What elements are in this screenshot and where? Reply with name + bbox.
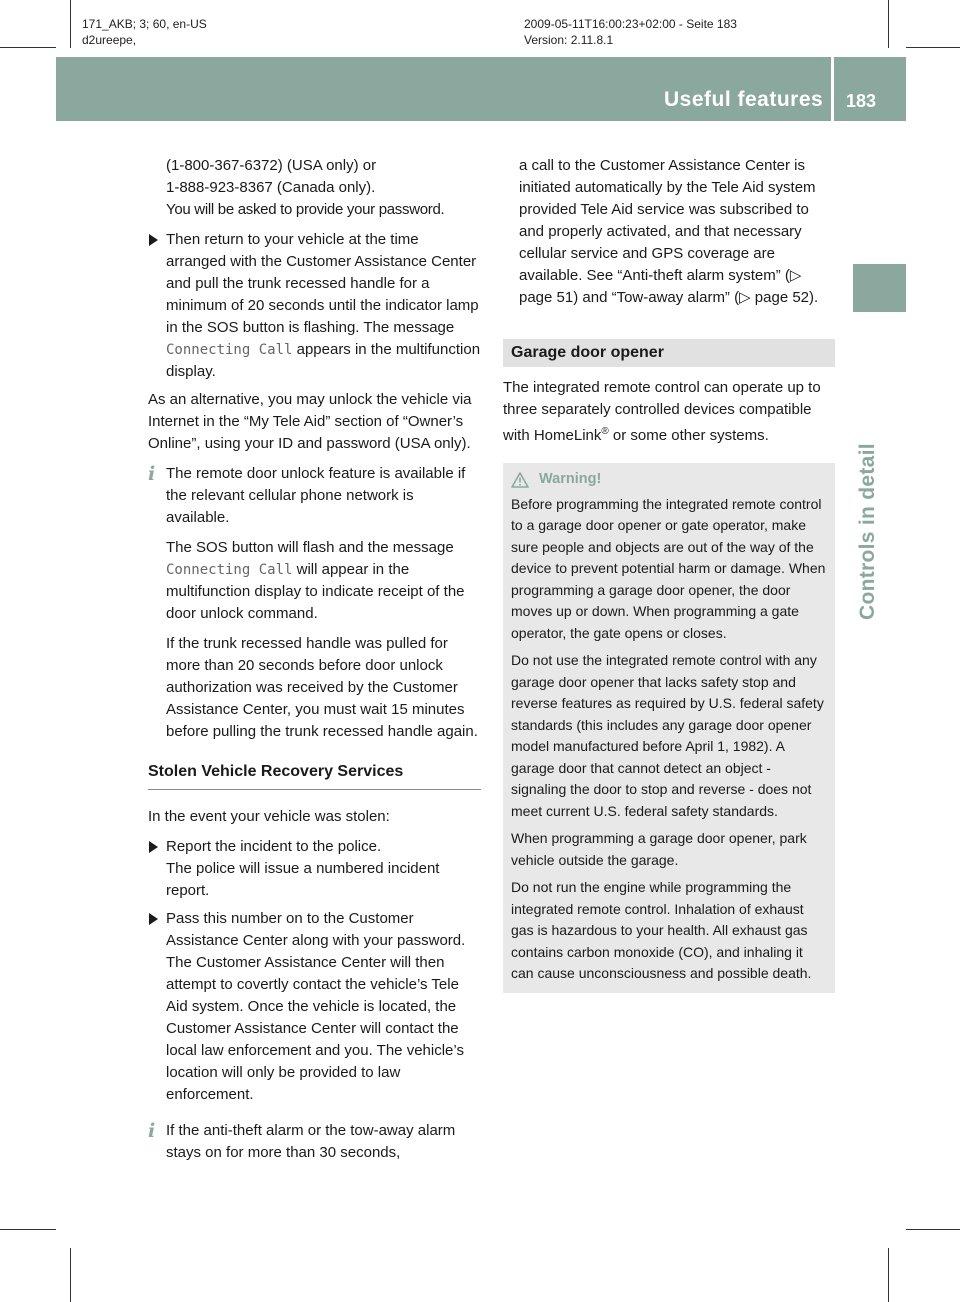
crop-mark (0, 47, 56, 48)
info-text: If the trunk recessed handle was pulled for more than 20 seconds before door unlock authorization was received by the Customer Assistance Center, you must wait 15 minutes before pulling the trunk recessed handle again. (166, 635, 478, 740)
header-divider (831, 57, 834, 121)
continued-paragraph (148, 155, 481, 221)
page-title: Useful features (664, 88, 824, 111)
print-metadata-left (82, 16, 207, 48)
intro-text: In the event your vehicle was stolen: (148, 808, 390, 825)
phone-usa: (1-800-367-6372) (USA only) or (166, 157, 377, 174)
step-result: The police will issue a numbered incident report. (166, 860, 440, 899)
crop-mark (0, 1229, 56, 1230)
crop-mark (906, 1229, 960, 1230)
warning-text: Before programming the integrated remote control to a garage door opener or gate operator, make sure people and objects are out of the way of the device to prevent potential harm or damage. When programming a garage door opener, the door moves up or down. When programming a gate operator, the gate opens or closes. (511, 495, 826, 641)
crop-mark (70, 1248, 71, 1302)
intro-text-part: The integrated remote control can operate up to three separately controlled devices compatible with HomeLink (503, 379, 821, 444)
step-pass-number (148, 908, 481, 1106)
step-text: appears in the multifunction display. (166, 341, 481, 380)
step-result: The Customer Assistance Center will then attempt to covertly contact the vehicle’s Tele Aid system. Once the vehicle is located, the Customer Assistance Center will contact the local law enforcement and you. The vehicle’s location will only be provided to law enforcement. (166, 954, 464, 1103)
warning-triangle-icon (511, 472, 529, 488)
phone-canada: 1-888-923-8367 (Canada only). (166, 179, 376, 196)
meta-right-line1: 2009-05-11T16:00:23+02:00 - Seite 183 (524, 17, 737, 31)
info-icon: i (148, 463, 156, 485)
info-note (148, 463, 481, 743)
section-heading: Stolen Vehicle Recovery Services (148, 761, 481, 790)
warning-box (503, 463, 835, 993)
page-number: 183 (846, 91, 877, 111)
step-text: Pass this number on to the Customer Assistance Center along with your password. (166, 910, 466, 949)
step-arrow-icon (149, 913, 158, 925)
intro-text-part: or some other systems. (608, 427, 769, 444)
warning-title: Warning! (539, 471, 602, 487)
step-return-to-vehicle (148, 229, 481, 383)
chapter-label: Controls in detail (856, 443, 879, 620)
step-text: Then return to your vehicle at the time arranged with the Customer Assistance Center and pull the trunk recessed handle for a minimum of 20 seconds until the indicator lamp in the SOS button is flashing. The message (166, 231, 479, 336)
registered-mark: ® (601, 426, 609, 437)
step-text: Report the incident to the police. (166, 838, 382, 855)
info-text-part: will appear in the multifunction display to indicate receipt of the door unlock command. (166, 561, 465, 622)
warning-header (511, 469, 827, 491)
info-text: The remote door unlock feature is available if the relevant cellular phone network is available. (166, 465, 466, 526)
crop-mark (888, 0, 889, 48)
warning-text: Do not run the engine while programming the integrated remote control. Inhalation of exhaust gas is hazardous to your health. All exhaust gas contains carbon monoxide (CO), and inhaling it can cause unconsciousness and possible death. (511, 879, 812, 981)
meta-left-line1: 171_AKB; 3; 60, en-US (82, 17, 207, 31)
left-column (148, 155, 481, 1172)
info-text-part: The SOS button will flash and the message (166, 539, 454, 556)
intro-text (503, 377, 835, 447)
warning-text: When programming a garage door opener, park vehicle outside the garage. (511, 830, 807, 868)
warning-text: Do not use the integrated remote control with any garage door opener that lacks safety stop and reverse features as required by U.S. federal safety standards (this includes any garage door opener model manufactured before April 1, 1982). A garage door that cannot detect an object - signaling the door to stop and reverse - does not meet current U.S. federal safety standards. (511, 652, 824, 819)
meta-left-line2: d2ureepe, (82, 33, 137, 47)
info-text (166, 537, 481, 625)
display-message: Connecting Call (166, 562, 293, 578)
step-arrow-icon (149, 234, 158, 246)
meta-right-line2: Version: 2.11.8.1 (524, 33, 614, 47)
info-icon: i (148, 1120, 156, 1142)
section-heading: Garage door opener (503, 339, 835, 367)
print-metadata-right (524, 16, 737, 48)
step-report-incident (148, 836, 481, 902)
alternative-paragraph: As an alternative, you may unlock the vehicle via Internet in the “My Tele Aid” section of “Owner’s Online”, using your ID and password (USA only). (148, 391, 472, 452)
info-note (148, 1120, 481, 1164)
password-note: You will be asked to provide your password. (166, 201, 445, 218)
chapter-tab (853, 264, 906, 312)
crop-mark (70, 0, 71, 48)
crop-mark (906, 47, 960, 48)
crop-mark (888, 1248, 889, 1302)
right-column (503, 155, 835, 993)
display-message: Connecting Call (166, 342, 293, 358)
step-arrow-icon (149, 841, 158, 853)
info-text: If the anti-theft alarm or the tow-away alarm stays on for more than 30 seconds, (166, 1122, 456, 1161)
continued-paragraph: a call to the Customer Assistance Center is initiated automatically by the Tele Aid system provided Tele Aid service was subscribed to and properly activated, and that necessary cellular service and GPS coverage are available. See “Anti-theft alarm system” (▷ page 51) and “Tow-away alarm” (▷ page 52). (519, 157, 819, 306)
